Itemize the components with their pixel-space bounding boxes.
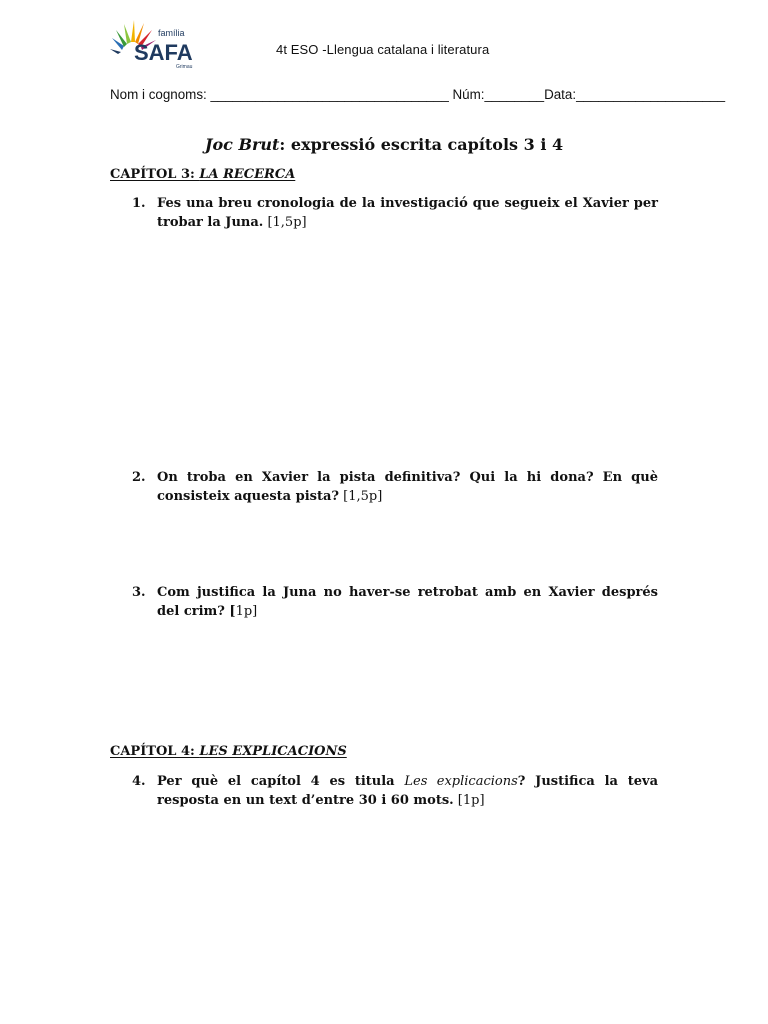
school-logo <box>110 16 200 74</box>
logo-familia-text: família <box>158 28 185 38</box>
question-text <box>157 194 658 232</box>
student-info-line: Nom i cognoms: ________________________________ Núm:________Data:____________________ <box>110 87 726 102</box>
question-4 <box>110 772 658 810</box>
question-text <box>157 583 658 621</box>
title-work: Joc Brut <box>204 135 280 154</box>
question-number: 3. <box>132 585 146 600</box>
question-number: 4. <box>132 774 146 789</box>
logo-grimau-text: Grimau <box>176 64 193 70</box>
question-points: [1,5p] <box>339 489 383 504</box>
safa-logo-icon <box>110 16 200 74</box>
question-points: [1p] <box>453 793 485 808</box>
question-number: 2. <box>132 470 146 485</box>
page-title <box>0 135 768 154</box>
chapter-heading-4 <box>110 744 347 759</box>
logo-safa-text: SAFA <box>134 40 193 65</box>
question-points: 1p] <box>235 604 258 619</box>
chapter-prefix: CAPÍTOL 3: <box>110 167 200 182</box>
question-2 <box>110 468 658 506</box>
chapter-heading-3 <box>110 167 295 182</box>
question-statement: Com justifica la Juna no haver-se retrobat amb en Xavier després del crim? [ <box>157 585 658 619</box>
question-3 <box>110 583 658 621</box>
question-statement-after: ? Justifica la teva resposta en un text d’entre 30 i 60 mots. <box>157 774 658 808</box>
question-statement: Fes una breu cronologia de la investigació que segueix el Xavier per trobar la Juna. <box>157 196 658 230</box>
question-statement-italic: Les explicacions <box>404 774 518 789</box>
chapter-name: LA RECERCA <box>199 167 296 182</box>
question-points: [1,5p] <box>263 215 307 230</box>
question-statement-before: Per què el capítol 4 es titula <box>157 774 405 789</box>
question-number: 1. <box>132 196 146 211</box>
course-title: 4t ESO -Llengua catalana i literatura <box>276 42 490 57</box>
title-rest: : expressió escrita capítols 3 i 4 <box>279 135 564 154</box>
chapter-prefix: CAPÍTOL 4: <box>110 744 200 759</box>
question-text <box>157 772 658 810</box>
question-text <box>157 468 658 506</box>
chapter-name: LES EXPLICACIONS <box>199 744 347 759</box>
question-statement: On troba en Xavier la pista definitiva? Qui la hi dona? En què consisteix aquesta pista? <box>157 470 658 504</box>
question-1 <box>110 194 658 232</box>
